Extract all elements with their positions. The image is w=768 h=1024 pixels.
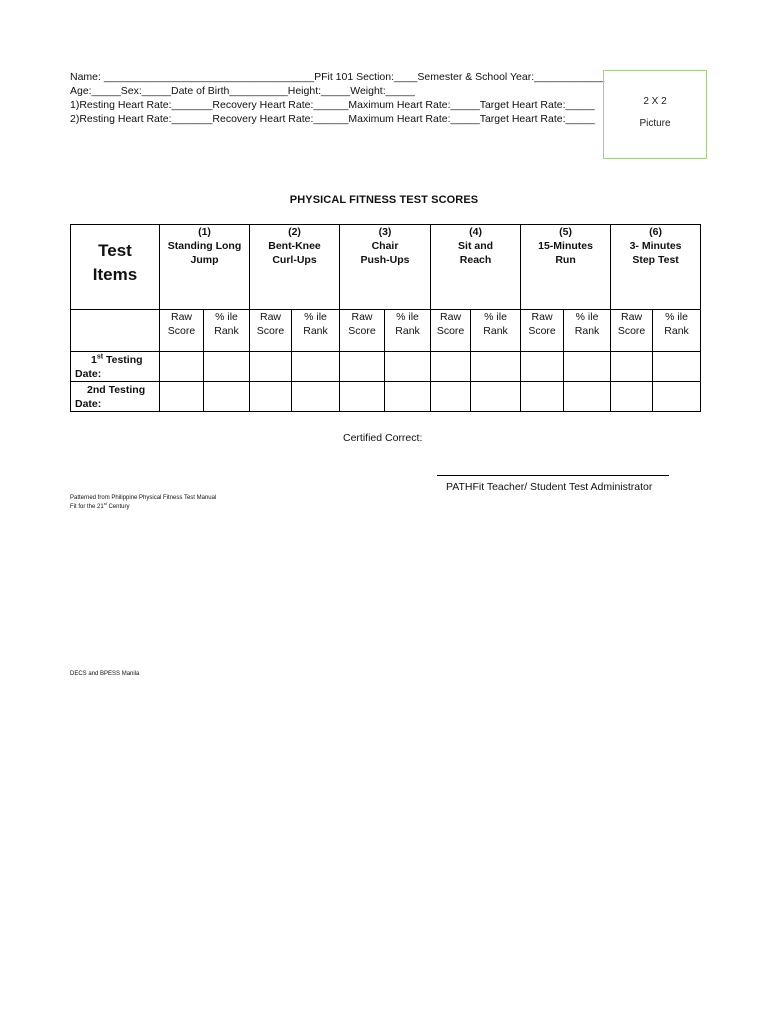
table-row-first-testing xyxy=(71,352,701,382)
percentile-rank-header: % ile Rank xyxy=(292,310,340,352)
header-age-line: Age:_____Sex:_____Date of Birth__________Height:_____Weight:_____ xyxy=(70,85,415,97)
footnote-line-1: Patterned from Philippine Physical Fitness Test Manual xyxy=(70,495,217,501)
percentile-rank-header: % ile Rank xyxy=(385,310,431,352)
score-cell[interactable] xyxy=(564,352,611,382)
score-cell[interactable] xyxy=(431,352,471,382)
score-cell[interactable] xyxy=(204,382,250,412)
score-cell[interactable] xyxy=(292,382,340,412)
scores-table xyxy=(70,224,701,412)
test-header-3-minutes-step-test: (6) 3- Minutes Step Test xyxy=(611,225,701,310)
test-items-header: Test Items xyxy=(71,225,160,310)
percentile-rank-header: % ile Rank xyxy=(653,310,701,352)
score-cell[interactable] xyxy=(385,352,431,382)
signatory-label: PATHFit Teacher/ Student Test Administrator xyxy=(446,481,653,493)
signature-line xyxy=(437,475,669,476)
photo-placeholder xyxy=(603,70,707,159)
header-name-line: Name: ____________________________________PFit 101 Section:____Semester & School Year:____________ xyxy=(70,71,605,83)
score-cell[interactable] xyxy=(521,382,564,412)
score-cell[interactable] xyxy=(385,382,431,412)
footer-source: DECS and BPESS Manila xyxy=(70,671,140,677)
empty-cell xyxy=(71,310,160,352)
footnote-line-2: Fit for the 21st Century xyxy=(70,501,130,510)
test-header-bent-knee-curl-ups: (2) Bent-Knee Curl-Ups xyxy=(250,225,340,310)
score-cell[interactable] xyxy=(292,352,340,382)
raw-score-header: Raw Score xyxy=(611,310,653,352)
test-header-15-minutes-run: (5) 15-Minutes Run xyxy=(521,225,611,310)
score-cell[interactable] xyxy=(471,352,521,382)
photo-label: Picture xyxy=(639,118,671,129)
second-testing-label: 2nd Testing Date: xyxy=(71,382,160,412)
first-testing-label: 1st Testing Date: xyxy=(71,352,160,382)
score-cell[interactable] xyxy=(340,352,385,382)
header-heart-rate-line-2: 2)Resting Heart Rate:_______Recovery Heart Rate:______Maximum Heart Rate:_____Target Heart Rate:_____ xyxy=(70,113,595,125)
test-header-chair-push-ups: (3) Chair Push-Ups xyxy=(340,225,431,310)
score-cell[interactable] xyxy=(653,382,701,412)
percentile-rank-header: % ile Rank xyxy=(471,310,521,352)
page-title: PHYSICAL FITNESS TEST SCORES xyxy=(289,194,479,206)
score-cell[interactable] xyxy=(431,382,471,412)
raw-score-header: Raw Score xyxy=(521,310,564,352)
header-heart-rate-line-1: 1)Resting Heart Rate:_______Recovery Heart Rate:______Maximum Heart Rate:_____Target Heart Rate:_____ xyxy=(70,99,595,111)
percentile-rank-header: % ile Rank xyxy=(564,310,611,352)
test-header-sit-and-reach: (4) Sit and Reach xyxy=(431,225,521,310)
score-cell[interactable] xyxy=(471,382,521,412)
footnote xyxy=(70,494,216,512)
score-cell[interactable] xyxy=(611,352,653,382)
photo-size-label: 2 X 2 xyxy=(643,96,667,107)
score-cell[interactable] xyxy=(250,352,292,382)
score-cell[interactable] xyxy=(611,382,653,412)
raw-score-header: Raw Score xyxy=(431,310,471,352)
table-row-second-testing xyxy=(71,382,701,412)
score-cell[interactable] xyxy=(653,352,701,382)
raw-score-header: Raw Score xyxy=(250,310,292,352)
raw-score-header: Raw Score xyxy=(340,310,385,352)
score-cell[interactable] xyxy=(521,352,564,382)
percentile-rank-header: % ile Rank xyxy=(204,310,250,352)
table-subheader-row xyxy=(71,310,701,352)
score-cell[interactable] xyxy=(160,382,204,412)
raw-score-header: Raw Score xyxy=(160,310,204,352)
test-header-standing-long-jump: (1) Standing Long Jump xyxy=(160,225,250,310)
score-cell[interactable] xyxy=(340,382,385,412)
score-cell[interactable] xyxy=(250,382,292,412)
score-cell[interactable] xyxy=(564,382,611,412)
certified-correct-label: Certified Correct: xyxy=(343,432,423,444)
score-cell[interactable] xyxy=(160,352,204,382)
score-cell[interactable] xyxy=(204,352,250,382)
table-header-row xyxy=(71,225,701,310)
